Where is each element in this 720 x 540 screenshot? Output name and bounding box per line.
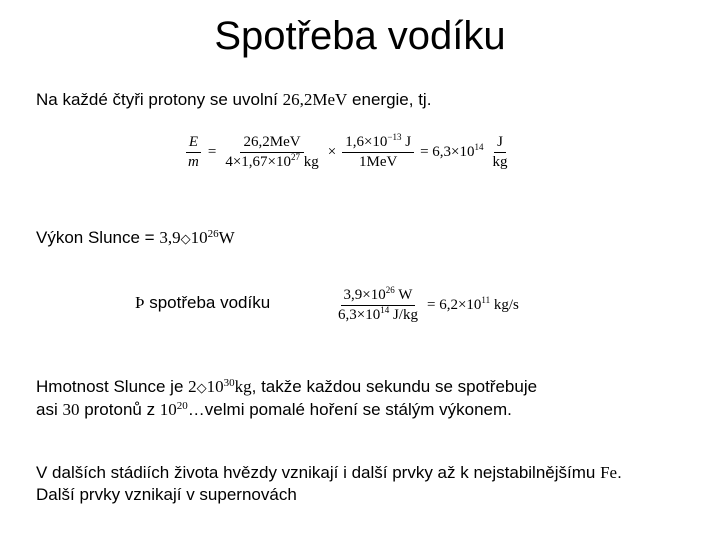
intro-line: Na každé čtyři protony se uvolní 26,2MeV energie, tj. bbox=[36, 90, 432, 109]
result-unit-fraction: $\frac{J}{kg}$ bbox=[492, 134, 508, 170]
diamond-icon: ◇ bbox=[196, 381, 207, 396]
diamond-icon: ◇ bbox=[180, 232, 191, 247]
consumption-label-line: Þ spotřeba vodíku bbox=[135, 293, 271, 312]
sun-power-line: Výkon Slunce = $3,9◇10^{26}W$ bbox=[36, 228, 235, 247]
implies-arrow-icon: Þ bbox=[135, 293, 145, 312]
consumption-fraction: $\frac{3,9\times 10^{26} W}{6,3\times 10^{14} J/kg}$ bbox=[338, 285, 418, 323]
energy-per-mass-equation: $\frac{E}{m}$ = $\frac{\text{26,2MeV}}{4\times 1,67\times 10^{27} kg}$ × $\frac{1,6\times 10^{-13} J}{\text{1MeV}}$ = $6,3\times 10^{14}$ $\frac{J}{kg}$ bbox=[185, 134, 511, 171]
second-fraction: $\frac{1,6\times 10^{-13} J}{\text{1MeV}}$ bbox=[342, 134, 414, 171]
page-title: Spotřeba vodíku bbox=[214, 14, 506, 58]
sun-mass-line: Hmotnost Slunce je $2◇10^{30}kg$, takže každou sekundu se spotřebuje bbox=[36, 377, 538, 396]
later-stages-line: V dalších stádiích života hvězdy vznikají i další prvky až k nejstabilnějšímu Fe. bbox=[36, 463, 622, 482]
protons-line: asi 30 protonů z $10^{20}\dots velmi$ pomalé hoření se stálým výkonem. bbox=[36, 400, 512, 419]
lhs-fraction: $\frac{E}{m}$ bbox=[185, 134, 202, 171]
hydrogen-consumption-equation: $\frac{3,9\times 10^{26} W}{6,3\times 10^{14} J/kg}$ = $6,2\times 10^{11}$ kg/s bbox=[335, 287, 522, 324]
first-fraction: $\frac{\text{26,2MeV}}{4\times 1,67\times 10^{27} kg}$ bbox=[225, 134, 319, 170]
supernova-line: Další prvky vznikají v supernovách bbox=[36, 485, 297, 504]
energy-value: 26,2MeV bbox=[282, 90, 348, 109]
